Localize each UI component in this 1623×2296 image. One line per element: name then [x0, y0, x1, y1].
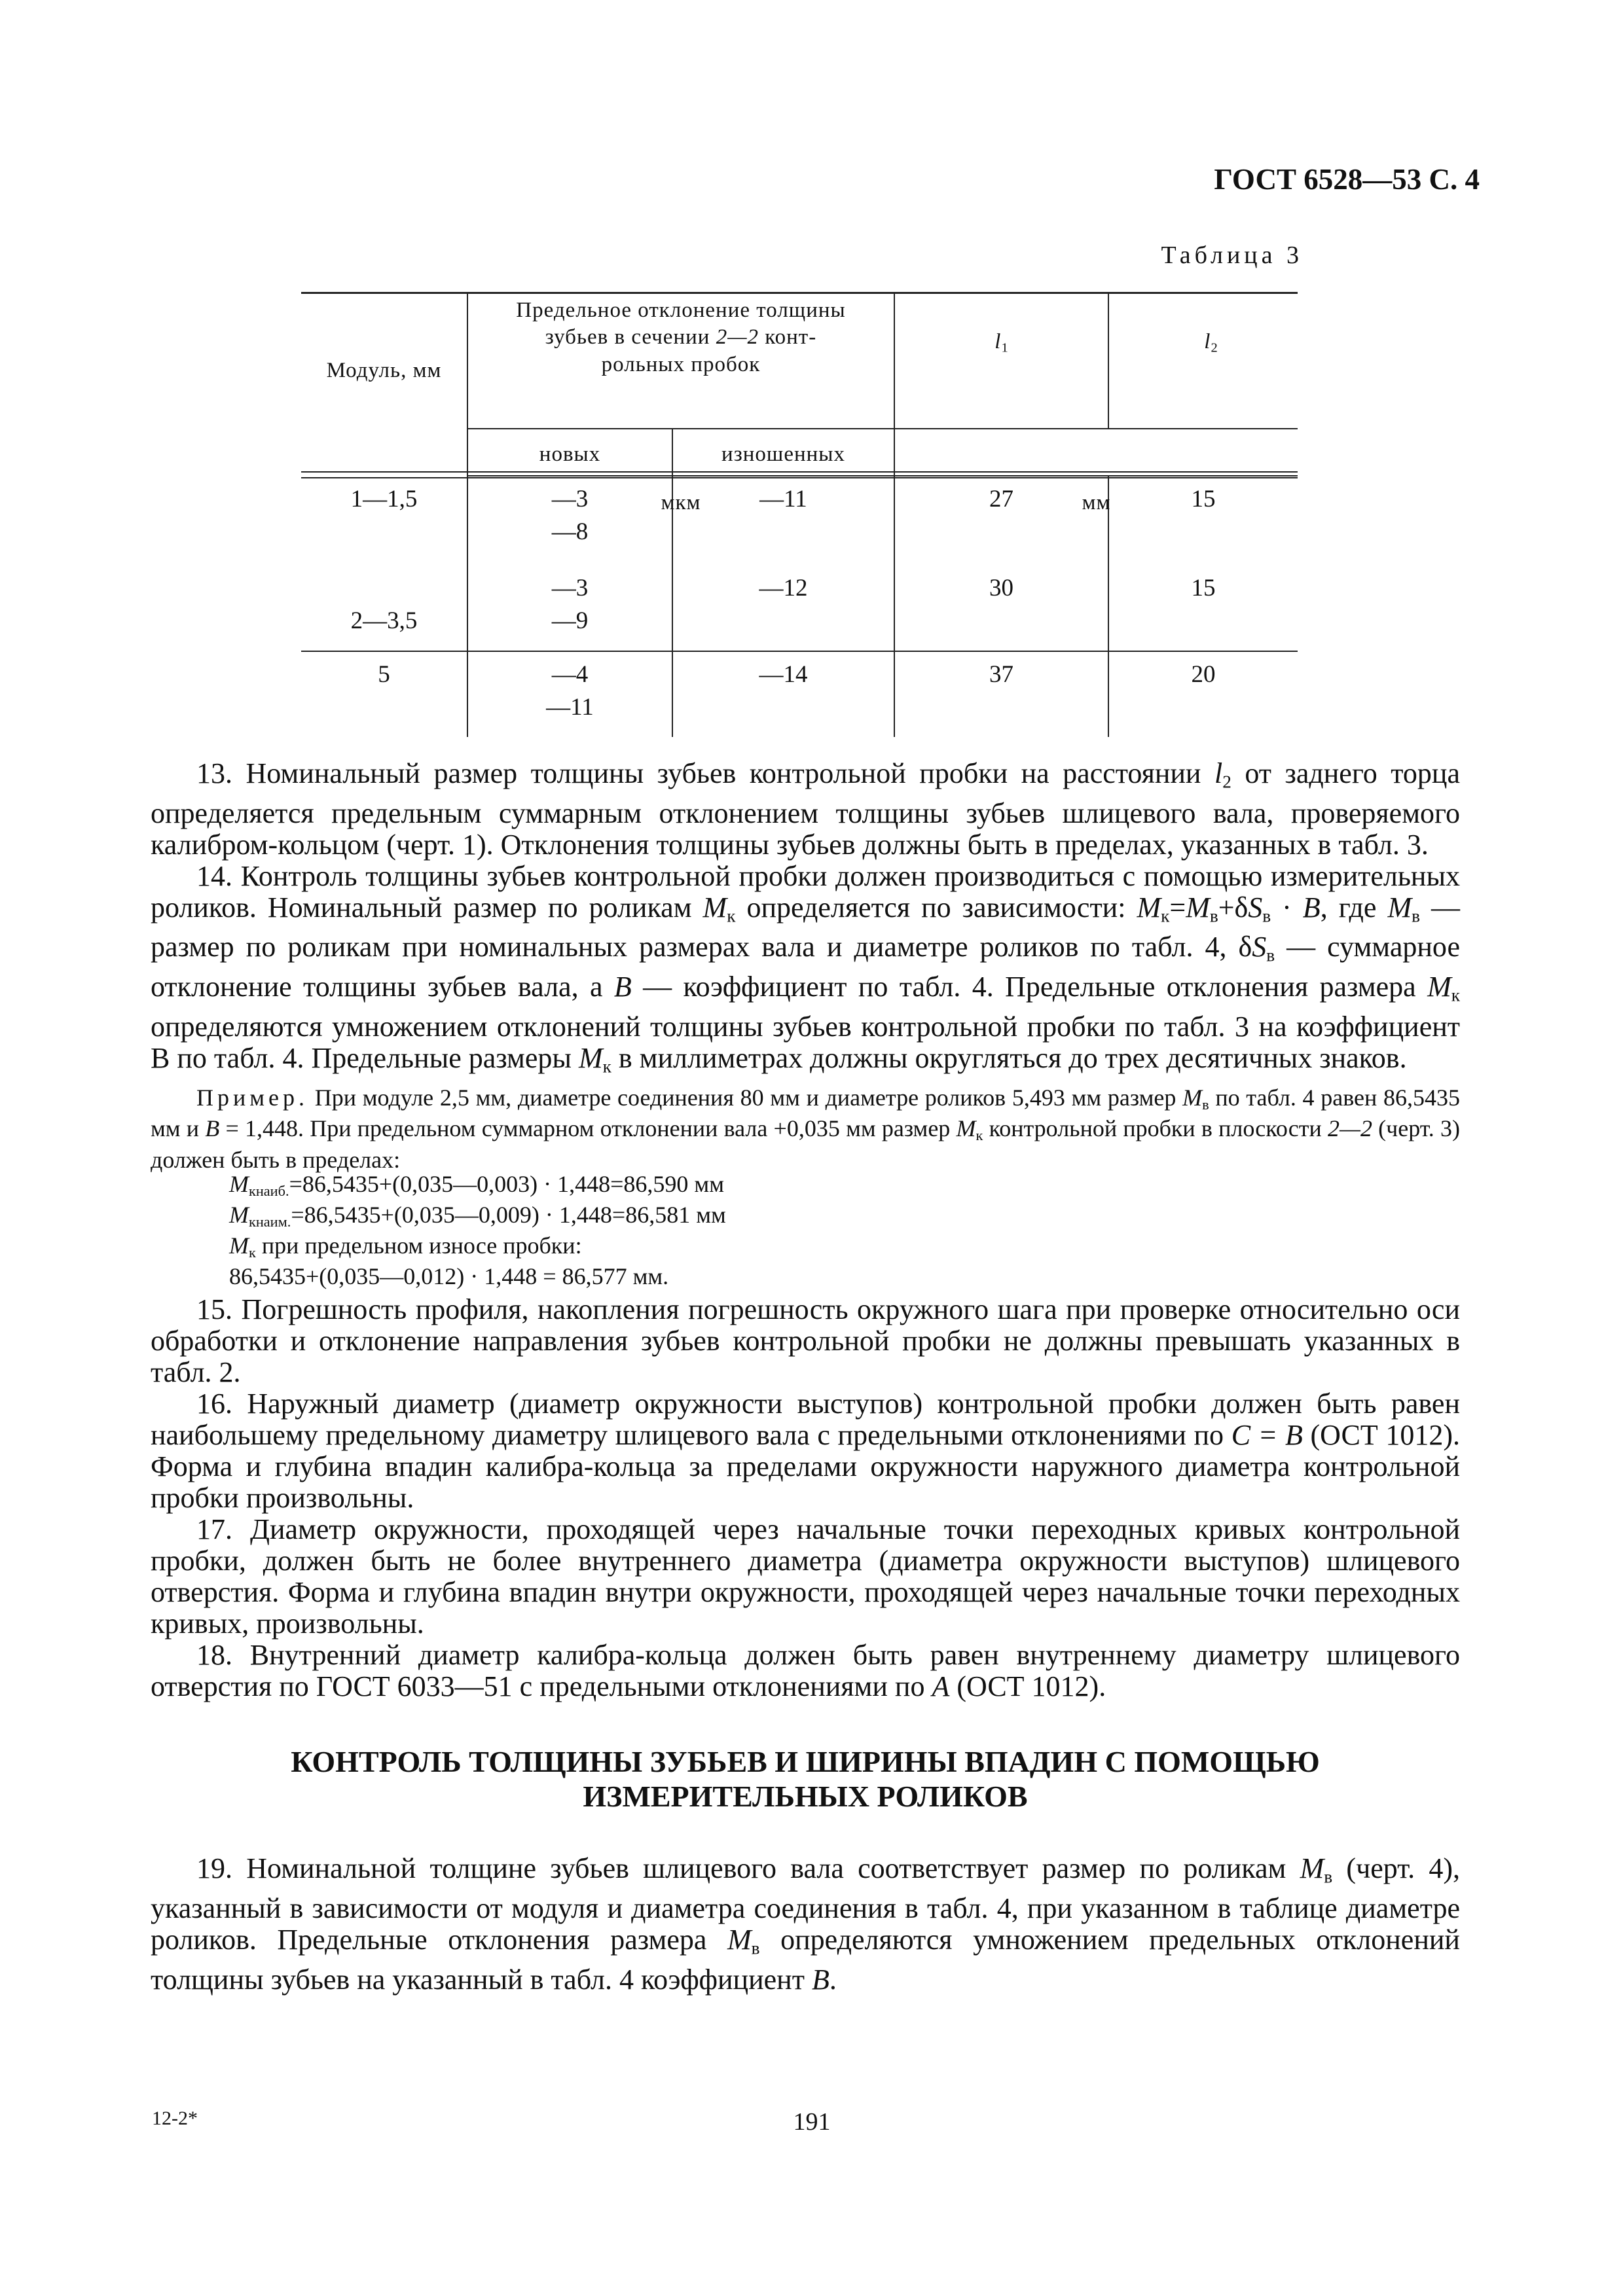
row3-module: 5: [378, 661, 390, 688]
example-text: Пример. При модуле 2,5 мм, диаметре соединения 80 мм и диаметре роликов 5,493 мм размер $M_в$ по табл. 4 равен 86,5435 мм и B = 1,448. При предельном суммарном отклонении вала +0,035 мм размер $M_к$ контрольной пробки в плоскости 2—2 (черт. 3) должен быть в пределах:: [151, 1085, 1461, 1173]
formula-max: $M_{кнаиб.}=86,5435+(0,035—0,003) \cdot 1,448=86,590$ мм: [229, 1170, 724, 1199]
row3-worn: —14: [759, 661, 808, 688]
row2-l2: 15: [1191, 575, 1216, 601]
row2-worn: —12: [759, 575, 808, 601]
sheet-mark: 12-2*: [152, 2108, 198, 2129]
row3-l2: 20: [1191, 661, 1216, 688]
formula-min: $M_{кнаим.}=86,5435+(0,035—0,009) \cdot 1,448=86,581$ мм: [229, 1201, 726, 1230]
paragraph-19: 19. Номинальной толщине зубьев шлицевого вала соответствует размер по роликам $M_в$ (черт. 4), указанный в зависимости от модуля и диаметра соединения в табл. 4, при указанном в таблице диаметре роликов. Предельные отклонения размера $M_в$ определяются умножением предельных отклонений толщины зубьев на указанный в табл. 4 коэффициент B.: [151, 1852, 1460, 1996]
row1-l1: 27: [989, 486, 1013, 512]
row1-l2: 15: [1191, 486, 1216, 512]
table-3: [301, 292, 1298, 737]
paragraph-18: 18. Внутренний диаметр калибра-кольца должен быть равен внутреннему диаметру шлицевого отверстия по ГОСТ 6033—51 с предельными отклонениями по A (ОСТ 1012).: [151, 1639, 1460, 1703]
paragraph-17: 17. Диаметр окружности, проходящей через начальные точки переходных кривых контрольной пробки, должен быть не более внутреннего диаметра (диаметра окружности выступов) шлицевого отверстия. Форма и глубина впадин внутри окружности, проходящей через начальные точки переходных кривых, произвольны.: [151, 1513, 1460, 1640]
row2-module: 2—3,5: [350, 607, 418, 634]
col-l1-header: $l_1$: [994, 330, 1009, 355]
row3-l1: 37: [989, 661, 1013, 688]
row1-worn: —11: [759, 486, 807, 512]
paragraph-16: 16. Наружный диаметр (диаметр окружности выступов) контрольной пробки должен быть равен наибольшему предельному диаметру шлицевого вала с предельными отклонениями по C = B (ОСТ 1012). Форма и глубина впадин калибра-кольца за пределами окружности наружного диаметра контрольной пробки произвольны.: [151, 1388, 1460, 1515]
body-text: [151, 758, 1460, 1996]
paragraph-13: 13. Номинальный размер толщины зубьев контрольной пробки на расстоянии $l_2$ от заднего торца определяется предельным суммарным отклонением толщины зубьев шлицевого вала, проверяемого калибром-кольцом (черт. 1). Отклонения толщины зубьев должны быть в пределах, указанных в табл. 3.: [151, 757, 1460, 861]
unit-mm: мм: [1082, 491, 1111, 514]
table-caption: Таблица 3: [1161, 242, 1303, 269]
formula-wear: 86,5435+(0,035—0,012) · 1,448 = 86,577 мм.: [229, 1263, 669, 1290]
col-l2-header: $l_2$: [1204, 330, 1218, 355]
row3-new: —4 —11: [546, 661, 594, 721]
paragraph-14: 14. Контроль толщины зубьев контрольной пробки должен производиться с помощью измерительных роликов. Номинальный размер по роликам $M_к$ определяется по зависимости: $M_к=M_в+\delta S_в \cdot B$, где $M_в$ — размер по роликам при номинальных размерах вала и диаметре роликов по табл. 4, $\delta S_в$ — суммарное отклонение толщины зубьев вала, а B — коэффициент по табл. 4. Предельные отклонения размера $M_к$ определяются умножением отклонений толщины зубьев контрольной пробки по табл. 3 на коэффициент В по табл. 4. Предельные размеры $M_к$ в миллиметрах должны округляться до трех десятичных знаков.: [151, 859, 1461, 1077]
col-module-header: Модуль, мм: [326, 359, 442, 382]
page-number: 191: [793, 2108, 831, 2136]
row1-new: —3 —8: [551, 486, 589, 545]
col-new-header: новых: [539, 442, 601, 466]
section-title: КОНТРОЛЬ ТОЛЩИНЫ ЗУБЬЕВ И ШИРИНЫ ВПАДИН С ПОМОЩЬЮ ИЗМЕРИТЕЛЬНЫХ РОЛИКОВ: [291, 1745, 1320, 1814]
col-worn-header: изношенных: [721, 442, 845, 466]
paragraph-15: 15. Погрешность профиля, накопления погрешность окружного шага при проверке относительно оси обработки и отклонение направления зубьев контрольной пробки не должны превышать указанных в табл. 2.: [151, 1293, 1460, 1389]
page-header: ГОСТ 6528—53 С. 4: [1214, 163, 1480, 196]
row2-l1: 30: [989, 575, 1013, 601]
col-deviation-header: Предельное отклонение толщины зубьев в сечении 2—2 конт- рольных пробок: [516, 298, 846, 376]
unit-mkm: мкм: [661, 491, 701, 514]
formula-wear-label: $M_к$ при предельном износе пробки:: [229, 1232, 582, 1261]
row2-new: —3 —9: [551, 575, 589, 634]
row1-module: 1—1,5: [350, 486, 418, 512]
example-block: [151, 1086, 1460, 1289]
